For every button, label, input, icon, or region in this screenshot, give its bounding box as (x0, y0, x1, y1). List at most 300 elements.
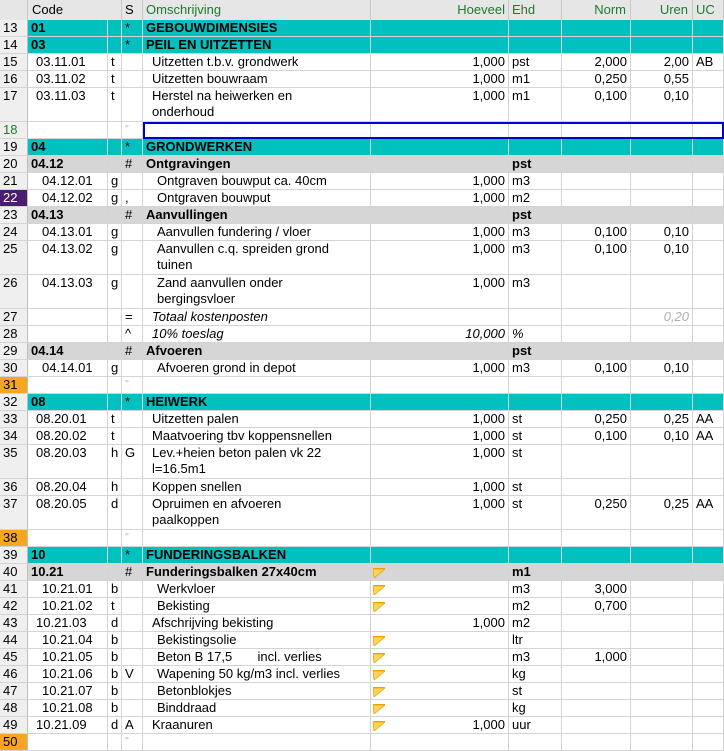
cell-ehd[interactable]: m1 (509, 88, 562, 121)
table-row[interactable] (0, 20, 724, 37)
cell-type[interactable] (108, 564, 122, 580)
cell-norm[interactable]: 3,000 (562, 581, 631, 597)
cell-type[interactable]: t (108, 428, 122, 444)
column-header-omschrijving[interactable]: Omschrijving (143, 0, 371, 20)
cell-omschrijving[interactable]: Werkvloer (143, 581, 371, 597)
comment-flag-icon[interactable] (373, 668, 385, 678)
row-number[interactable]: 26 (0, 275, 28, 308)
comment-flag-icon[interactable] (373, 702, 385, 712)
table-row[interactable] (0, 428, 724, 445)
cell-uren[interactable] (631, 275, 693, 308)
comment-flag-icon[interactable] (373, 566, 385, 576)
cell-code[interactable]: 10.21.02 (28, 598, 108, 614)
row-number[interactable]: 14 (0, 37, 28, 53)
cell-norm[interactable] (562, 734, 631, 750)
cell-uren[interactable] (631, 173, 693, 189)
cell-omschrijving[interactable]: Bekistingsolie (143, 632, 371, 648)
cell-uc[interactable]: AA (693, 496, 724, 529)
cell-uren[interactable]: 0,20 (631, 309, 693, 325)
cell-s[interactable] (122, 173, 143, 189)
cell-hoeveel[interactable]: 1,000 (371, 717, 509, 733)
cell-hoeveel[interactable] (371, 156, 509, 172)
cell-ehd[interactable]: m3 (509, 173, 562, 189)
cell-uren[interactable] (631, 377, 693, 393)
table-row[interactable] (0, 377, 724, 394)
cell-ehd[interactable] (509, 394, 562, 410)
row-number[interactable]: 35 (0, 445, 28, 478)
cell-type[interactable] (108, 326, 122, 342)
cell-hoeveel[interactable]: 1,000 (371, 54, 509, 70)
cell-type[interactable]: b (108, 581, 122, 597)
cell-norm[interactable] (562, 445, 631, 478)
cell-type[interactable] (108, 156, 122, 172)
row-number[interactable]: 37 (0, 496, 28, 529)
cell-hoeveel[interactable] (371, 632, 509, 648)
table-row[interactable] (0, 207, 724, 224)
cell-ehd[interactable]: kg (509, 666, 562, 682)
cell-code[interactable]: 08 (28, 394, 108, 410)
cell-code[interactable] (28, 122, 108, 138)
cell-type[interactable]: b (108, 632, 122, 648)
cell-uc[interactable] (693, 207, 724, 223)
table-row[interactable] (0, 37, 724, 54)
table-row[interactable] (0, 122, 724, 139)
cell-omschrijving[interactable]: HEIWERK (143, 394, 371, 410)
row-number[interactable]: 21 (0, 173, 28, 189)
cell-s[interactable]: * (122, 20, 143, 36)
table-row[interactable] (0, 445, 724, 479)
comment-flag-icon[interactable] (373, 600, 385, 610)
cell-code[interactable] (28, 734, 108, 750)
row-number[interactable]: 45 (0, 649, 28, 665)
cell-norm[interactable] (562, 377, 631, 393)
cell-ehd[interactable]: m1 (509, 564, 562, 580)
cell-hoeveel[interactable] (371, 564, 509, 580)
cell-uc[interactable] (693, 666, 724, 682)
cell-s[interactable]: * (122, 139, 143, 155)
cell-hoeveel[interactable]: 10,000 (371, 326, 509, 342)
cell-norm[interactable] (562, 717, 631, 733)
table-row[interactable] (0, 479, 724, 496)
cell-uren[interactable] (631, 326, 693, 342)
table-row[interactable] (0, 496, 724, 530)
table-row[interactable] (0, 156, 724, 173)
row-number[interactable]: 48 (0, 700, 28, 716)
cell-s[interactable] (122, 598, 143, 614)
cell-hoeveel[interactable]: 1,000 (371, 190, 509, 206)
cell-uc[interactable] (693, 326, 724, 342)
cell-code[interactable]: 10.21.05 (28, 649, 108, 665)
cell-s[interactable] (122, 360, 143, 376)
cell-uc[interactable] (693, 581, 724, 597)
cell-norm[interactable]: 0,100 (562, 224, 631, 240)
cell-hoeveel[interactable]: 1,000 (371, 445, 509, 478)
cell-type[interactable] (108, 530, 122, 546)
cell-type[interactable]: h (108, 445, 122, 478)
cell-uren[interactable] (631, 479, 693, 495)
cell-s[interactable]: # (122, 156, 143, 172)
row-number[interactable]: 47 (0, 683, 28, 699)
table-row[interactable] (0, 683, 724, 700)
cell-code[interactable]: 03 (28, 37, 108, 53)
cell-omschrijving[interactable] (143, 122, 371, 138)
cell-ehd[interactable]: pst (509, 207, 562, 223)
cell-ehd[interactable]: pst (509, 54, 562, 70)
cell-type[interactable]: t (108, 598, 122, 614)
cell-norm[interactable]: 0,250 (562, 496, 631, 529)
cell-norm[interactable] (562, 479, 631, 495)
cell-norm[interactable] (562, 37, 631, 53)
cell-omschrijving[interactable]: FUNDERINGSBALKEN (143, 547, 371, 563)
cell-uc[interactable] (693, 122, 724, 138)
column-header-norm[interactable]: Norm (562, 0, 631, 20)
cell-norm[interactable] (562, 632, 631, 648)
cell-uren[interactable] (631, 20, 693, 36)
cell-norm[interactable] (562, 190, 631, 206)
cell-ehd[interactable] (509, 547, 562, 563)
cell-norm[interactable]: 0,250 (562, 71, 631, 87)
cell-code[interactable]: 08.20.05 (28, 496, 108, 529)
cell-ehd[interactable]: m2 (509, 190, 562, 206)
cell-type[interactable]: t (108, 411, 122, 427)
row-number[interactable]: 29 (0, 343, 28, 359)
cell-norm[interactable]: 0,100 (562, 428, 631, 444)
cell-omschrijving[interactable]: Wapening 50 kg/m3 incl. verlies (143, 666, 371, 682)
row-number[interactable]: 40 (0, 564, 28, 580)
cell-norm[interactable] (562, 700, 631, 716)
row-number[interactable]: 36 (0, 479, 28, 495)
table-row[interactable] (0, 139, 724, 156)
cell-uren[interactable] (631, 734, 693, 750)
cell-type[interactable]: g (108, 190, 122, 206)
cell-ehd[interactable]: m2 (509, 598, 562, 614)
cell-omschrijving[interactable]: Ontgravingen (143, 156, 371, 172)
row-number[interactable]: 28 (0, 326, 28, 342)
cell-code[interactable]: 10.21.04 (28, 632, 108, 648)
cell-uc[interactable] (693, 394, 724, 410)
cell-hoeveel[interactable] (371, 649, 509, 665)
row-number[interactable]: 39 (0, 547, 28, 563)
cell-omschrijving[interactable]: Uitzetten t.b.v. grondwerk (143, 54, 371, 70)
cell-uc[interactable] (693, 71, 724, 87)
cell-s[interactable] (122, 54, 143, 70)
cell-uren[interactable] (631, 190, 693, 206)
row-number[interactable]: 46 (0, 666, 28, 682)
cell-s[interactable] (122, 241, 143, 274)
cell-type[interactable]: b (108, 683, 122, 699)
table-row[interactable] (0, 666, 724, 683)
cell-code[interactable]: 10.21.03 (28, 615, 108, 631)
cell-code[interactable]: 03.11.01 (28, 54, 108, 70)
cell-hoeveel[interactable] (371, 666, 509, 682)
row-number[interactable]: 33 (0, 411, 28, 427)
cell-omschrijving[interactable]: Ontgraven bouwput (143, 190, 371, 206)
cell-s[interactable]: '' (122, 734, 143, 750)
cell-code[interactable] (28, 326, 108, 342)
table-row[interactable] (0, 275, 724, 309)
table-row[interactable] (0, 360, 724, 377)
cell-ehd[interactable] (509, 139, 562, 155)
cell-uc[interactable] (693, 717, 724, 733)
cell-s[interactable] (122, 411, 143, 427)
cell-hoeveel[interactable]: 1,000 (371, 275, 509, 308)
column-header-ehd[interactable]: Ehd (509, 0, 562, 20)
row-number[interactable]: 42 (0, 598, 28, 614)
cell-norm[interactable] (562, 683, 631, 699)
cell-ehd[interactable]: st (509, 428, 562, 444)
cell-omschrijving[interactable]: GRONDWERKEN (143, 139, 371, 155)
row-number[interactable]: 43 (0, 615, 28, 631)
cell-s[interactable] (122, 71, 143, 87)
cell-hoeveel[interactable]: 1,000 (371, 88, 509, 121)
cell-uc[interactable] (693, 530, 724, 546)
cell-type[interactable]: g (108, 224, 122, 240)
cell-hoeveel[interactable] (371, 683, 509, 699)
cell-hoeveel[interactable] (371, 37, 509, 53)
cell-ehd[interactable] (509, 122, 562, 138)
row-number[interactable]: 16 (0, 71, 28, 87)
cell-code[interactable]: 10.21.09 (28, 717, 108, 733)
cell-uc[interactable] (693, 173, 724, 189)
cell-uren[interactable] (631, 207, 693, 223)
cell-norm[interactable] (562, 309, 631, 325)
cell-ehd[interactable] (509, 530, 562, 546)
cell-code[interactable]: 04.14 (28, 343, 108, 359)
cell-hoeveel[interactable]: 1,000 (371, 615, 509, 631)
cell-omschrijving[interactable]: Aanvullen c.q. spreiden grond tuinen (143, 241, 371, 274)
cell-type[interactable]: g (108, 241, 122, 274)
cell-ehd[interactable] (509, 734, 562, 750)
cell-code[interactable]: 08.20.04 (28, 479, 108, 495)
cell-code[interactable]: 03.11.02 (28, 71, 108, 87)
table-row[interactable] (0, 326, 724, 343)
cell-uren[interactable] (631, 445, 693, 478)
cell-omschrijving[interactable]: Binddraad (143, 700, 371, 716)
cell-norm[interactable]: 0,100 (562, 88, 631, 121)
comment-flag-icon[interactable] (373, 651, 385, 661)
cell-norm[interactable] (562, 326, 631, 342)
cell-omschrijving[interactable]: Uitzetten bouwraam (143, 71, 371, 87)
row-number[interactable]: 30 (0, 360, 28, 376)
cell-uren[interactable] (631, 666, 693, 682)
cell-uren[interactable] (631, 598, 693, 614)
cell-ehd[interactable]: st (509, 411, 562, 427)
cell-type[interactable] (108, 377, 122, 393)
cell-uren[interactable]: 0,55 (631, 71, 693, 87)
cell-uc[interactable] (693, 309, 724, 325)
cell-type[interactable]: g (108, 275, 122, 308)
cell-hoeveel[interactable] (371, 309, 509, 325)
cell-hoeveel[interactable]: 1,000 (371, 496, 509, 529)
cell-code[interactable]: 10.21.01 (28, 581, 108, 597)
cell-uc[interactable] (693, 547, 724, 563)
cell-uc[interactable] (693, 360, 724, 376)
row-number[interactable]: 24 (0, 224, 28, 240)
table-row[interactable] (0, 241, 724, 275)
cell-s[interactable] (122, 88, 143, 121)
cell-type[interactable]: d (108, 717, 122, 733)
cell-ehd[interactable]: m3 (509, 241, 562, 274)
cell-s[interactable]: '' (122, 377, 143, 393)
cell-omschrijving[interactable]: Bekisting (143, 598, 371, 614)
cell-uren[interactable] (631, 139, 693, 155)
cell-uren[interactable] (631, 649, 693, 665)
cell-uc[interactable] (693, 139, 724, 155)
table-row[interactable] (0, 394, 724, 411)
cell-omschrijving[interactable]: Ontgraven bouwput ca. 40cm (143, 173, 371, 189)
cell-uren[interactable] (631, 683, 693, 699)
cell-ehd[interactable]: ltr (509, 632, 562, 648)
cell-hoeveel[interactable] (371, 581, 509, 597)
cell-omschrijving[interactable] (143, 734, 371, 750)
row-number[interactable]: 15 (0, 54, 28, 70)
comment-flag-icon[interactable] (373, 719, 385, 729)
cell-hoeveel[interactable]: 1,000 (371, 224, 509, 240)
cell-type[interactable]: t (108, 88, 122, 121)
table-row[interactable] (0, 547, 724, 564)
cell-omschrijving[interactable]: Zand aanvullen onder bergingsvloer (143, 275, 371, 308)
cell-omschrijving[interactable]: Beton B 17,5 incl. verlies (143, 649, 371, 665)
row-number[interactable]: 13 (0, 20, 28, 36)
cell-type[interactable] (108, 309, 122, 325)
column-header-s[interactable]: S (122, 0, 143, 20)
cell-ehd[interactable]: st (509, 445, 562, 478)
cell-type[interactable]: d (108, 615, 122, 631)
cell-code[interactable]: 10.21.07 (28, 683, 108, 699)
row-number[interactable]: 38 (0, 530, 28, 546)
table-row[interactable] (0, 190, 724, 207)
cell-ehd[interactable]: st (509, 683, 562, 699)
cell-code[interactable]: 10.21.08 (28, 700, 108, 716)
cell-type[interactable] (108, 547, 122, 563)
cell-uc[interactable] (693, 377, 724, 393)
cell-hoeveel[interactable]: 1,000 (371, 71, 509, 87)
cell-omschrijving[interactable]: Aanvullingen (143, 207, 371, 223)
cell-uc[interactable] (693, 88, 724, 121)
cell-uc[interactable] (693, 479, 724, 495)
cell-uren[interactable]: 2,00 (631, 54, 693, 70)
table-row[interactable] (0, 632, 724, 649)
cell-code[interactable]: 04.12.02 (28, 190, 108, 206)
cell-omschrijving[interactable]: Afvoeren grond in depot (143, 360, 371, 376)
cell-omschrijving[interactable] (143, 377, 371, 393)
cell-type[interactable]: g (108, 173, 122, 189)
cell-type[interactable] (108, 207, 122, 223)
cell-uc[interactable] (693, 615, 724, 631)
row-number[interactable]: 49 (0, 717, 28, 733)
cell-omschrijving[interactable]: Betonblokjes (143, 683, 371, 699)
cell-ehd[interactable]: pst (509, 343, 562, 359)
cell-norm[interactable]: 0,250 (562, 411, 631, 427)
cell-hoeveel[interactable] (371, 377, 509, 393)
cell-hoeveel[interactable]: 1,000 (371, 428, 509, 444)
cell-hoeveel[interactable] (371, 207, 509, 223)
cell-hoeveel[interactable]: 1,000 (371, 479, 509, 495)
cell-uren[interactable]: 0,10 (631, 241, 693, 274)
cell-s[interactable] (122, 224, 143, 240)
cell-type[interactable] (108, 734, 122, 750)
column-header-uc[interactable]: UC (693, 0, 724, 20)
cell-norm[interactable] (562, 394, 631, 410)
cell-omschrijving[interactable]: Uitzetten palen (143, 411, 371, 427)
corner-cell[interactable] (0, 0, 28, 20)
cell-uren[interactable] (631, 632, 693, 648)
cell-ehd[interactable] (509, 377, 562, 393)
row-number[interactable]: 22 (0, 190, 28, 206)
cell-ehd[interactable] (509, 20, 562, 36)
table-row[interactable] (0, 343, 724, 360)
table-row[interactable] (0, 54, 724, 71)
cell-hoeveel[interactable] (371, 547, 509, 563)
table-row[interactable] (0, 581, 724, 598)
cell-uren[interactable]: 0,10 (631, 360, 693, 376)
comment-flag-icon[interactable] (373, 583, 385, 593)
cell-hoeveel[interactable] (371, 530, 509, 546)
cell-uren[interactable] (631, 394, 693, 410)
cell-s[interactable] (122, 496, 143, 529)
cell-uren[interactable] (631, 581, 693, 597)
cell-uren[interactable]: 0,25 (631, 411, 693, 427)
cell-hoeveel[interactable] (371, 700, 509, 716)
cell-type[interactable] (108, 37, 122, 53)
cell-code[interactable]: 04.12 (28, 156, 108, 172)
table-row[interactable] (0, 411, 724, 428)
cell-code[interactable]: 04 (28, 139, 108, 155)
table-row[interactable] (0, 564, 724, 581)
cell-omschrijving[interactable]: Aanvullen fundering / vloer (143, 224, 371, 240)
cell-ehd[interactable]: m3 (509, 275, 562, 308)
cell-uc[interactable] (693, 564, 724, 580)
cell-norm[interactable] (562, 530, 631, 546)
cell-s[interactable] (122, 632, 143, 648)
cell-ehd[interactable]: % (509, 326, 562, 342)
cell-norm[interactable] (562, 275, 631, 308)
table-row[interactable] (0, 615, 724, 632)
cell-type[interactable]: b (108, 666, 122, 682)
cell-s[interactable] (122, 275, 143, 308)
cell-norm[interactable] (562, 122, 631, 138)
cell-type[interactable] (108, 20, 122, 36)
cell-s[interactable]: A (122, 717, 143, 733)
cell-uren[interactable] (631, 564, 693, 580)
cell-uren[interactable] (631, 343, 693, 359)
comment-flag-icon[interactable] (373, 634, 385, 644)
cell-omschrijving[interactable]: Kraanuren (143, 717, 371, 733)
row-number[interactable]: 17 (0, 88, 28, 121)
cell-type[interactable] (108, 139, 122, 155)
cell-hoeveel[interactable] (371, 343, 509, 359)
cell-uc[interactable] (693, 343, 724, 359)
cell-code[interactable]: 04.13 (28, 207, 108, 223)
cell-code[interactable]: 08.20.03 (28, 445, 108, 478)
cell-s[interactable]: * (122, 394, 143, 410)
cell-type[interactable] (108, 394, 122, 410)
cell-type[interactable]: g (108, 360, 122, 376)
cell-ehd[interactable]: m3 (509, 224, 562, 240)
cell-code[interactable]: 08.20.02 (28, 428, 108, 444)
cell-norm[interactable] (562, 20, 631, 36)
cell-s[interactable] (122, 479, 143, 495)
cell-norm[interactable] (562, 615, 631, 631)
cell-uc[interactable]: AA (693, 411, 724, 427)
cell-norm[interactable]: 0,100 (562, 360, 631, 376)
cell-uren[interactable]: 0,10 (631, 88, 693, 121)
cell-ehd[interactable] (509, 37, 562, 53)
cell-uc[interactable] (693, 275, 724, 308)
cell-s[interactable]: # (122, 207, 143, 223)
table-row[interactable] (0, 530, 724, 547)
cell-omschrijving[interactable]: Opruimen en afvoeren paalkoppen (143, 496, 371, 529)
